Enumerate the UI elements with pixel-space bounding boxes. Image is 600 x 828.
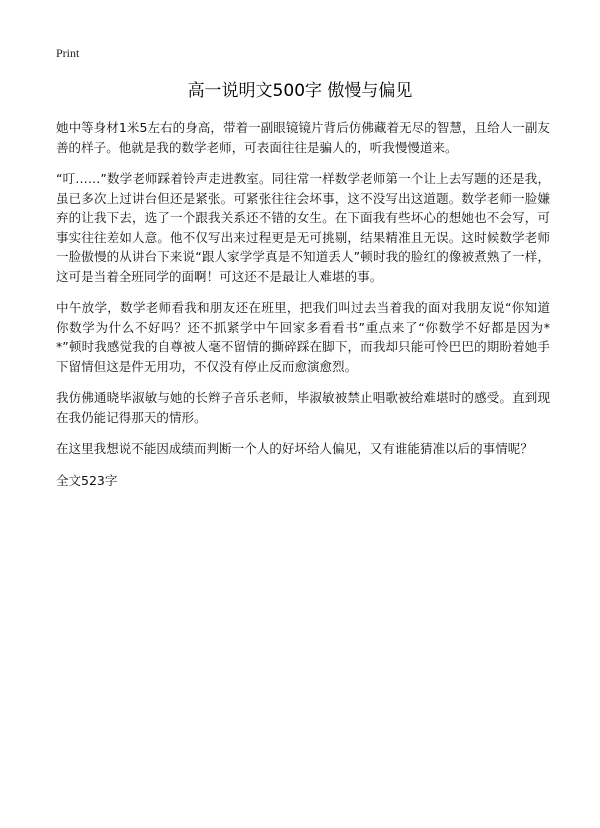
paragraph: 她中等身材1米5左右的身高，带着一副眼镜镜片背后仿佛藏着无尽的智慧，且给人一副友善的样子。他就是我的数学老师，可表面往往是骗人的，听我慢慢道来。: [56, 120, 550, 155]
paragraph: 中午放学，数学老师看我和朋友还在班里，把我们叫过去当着我的面对我朋友说“你知道你数学为什么不好吗？还不抓紧学中午回家多看看书”重点来了“你数学不好都是因为**”顿时我感觉我的自尊被人毫不留情的撕碎踩在脚下，而我却只能可怜巴巴的期盼着她手下留情但这是件无用功，不仅没有停止反而愈演愈烈。: [56, 300, 550, 374]
print-link[interactable]: Print: [56, 46, 80, 60]
paragraph: “叮……”数学老师踩着铃声走进教室。同往常一样数学老师第一个让上去写题的还是我，虽已多次上过讲台但还是紧张。可紧张往往会坏事，这不没写出这道题。数学老师一脸嫌弃的让我下去，选了一个跟我关系还不错的女生。在下面我有些坏心的想她也不会写，可事实往往差如人意。他不仅写出来过程更是无可挑剔，结果精准且无误。这时候数学老师一脸傲慢的从讲台下来说“跟人家学学真是不知道丢人”顿时我的脸红的像被煮熟了一样，这可是当着全班同学的面啊！可这还不是最让人难堪的事。: [56, 171, 550, 284]
page-title: 高一说明文500字 傲慢与偏见: [187, 81, 413, 101]
paragraph: 我仿佛通晓毕淑敏与她的长辫子音乐老师，毕淑敏被禁止唱歌被给难堪时的感受。直到现在我仍能记得那天的情形。: [56, 390, 550, 425]
paragraph: 在这里我想说不能因成绩而判断一个人的好坏给人偏见，又有谁能猜准以后的事情呢？: [56, 441, 533, 456]
article-body: [56, 118, 550, 490]
word-count: 全文523字: [56, 472, 118, 488]
